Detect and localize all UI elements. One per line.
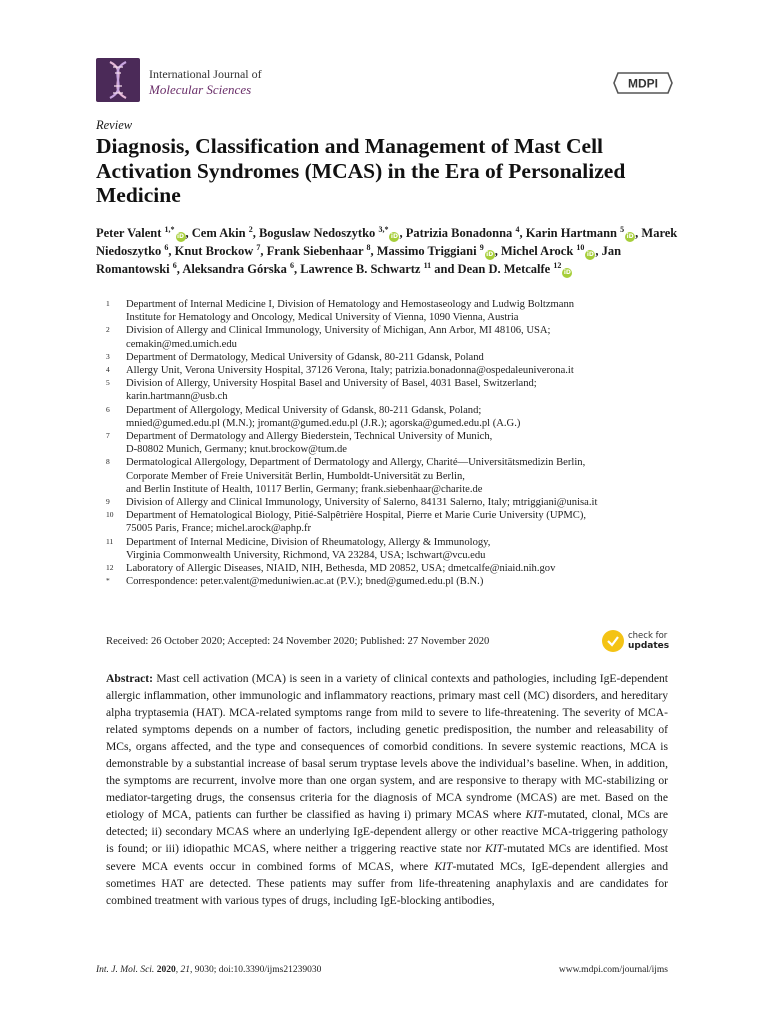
affiliation-text: Department of Allergology, Medical University of Gdansk, 80-211 Gdansk, Poland; mnied@gumed.edu.pl (M.N.); jromant@gumed.edu.pl (J.R.); agorska@gumed.edu.pl (A.G.) [126, 404, 521, 429]
mdpi-logo[interactable] [612, 71, 674, 95]
author-name[interactable]: Aleksandra Górska [182, 262, 290, 276]
abstract-text: Mast cell activation (MCA) is seen in a variety of clinical contexts and pathologies, including IgE-dependent allergic inflammation, other immunologic and inflammatory reactions, primary mast cell (MC) disorders, and hereditary alpha tryptasemia (HAT). MCA-related symptoms range from mild to severe to life-threatening. The severity of MCA-related symptoms depends on a number of factors, including genetic predisposition, the number and releasability of MCs, organs affected, and the type and consequences of comorbid conditions. In severe systemic reactions, MCA is demonstrable by a substantial increase of basal serum tryptase levels above the individual’s baseline. When, in addition, the symptoms are recurrent, involve more than one organ system, and are responsive to therapy with MC-stabilizing or mediator-targeting drugs, the consensus criteria for the diagnosis of MCA syndrome (MCAS) are met. Based on the etiology of MCA, patients can further be classified as having i) primary MCAS where KIT-mutated, clonal, MCs are detected; ii) secondary MCAS where an underlying IgE-dependent allergy or other reactive MCA-triggering pathology is found; or iii) idiopathic MCAS, where neither a triggering reactive state nor KIT-mutated MCs are identified. Most severe MCA events occur in combined forms of MCAS, where KIT-mutated MCs, IgE-dependent allergies and sometimes HAT are detected. These patients may suffer from life-threatening anaphylaxis and are candidates for combined treatment with various types of drugs, including IgE-blocking antibodies, [106, 672, 669, 907]
author-name[interactable]: Knut Brockow [174, 244, 257, 258]
affiliation-item [96, 404, 696, 430]
journal-name [149, 66, 262, 98]
affiliation-text: Division of Allergy and Clinical Immunology, University of Michigan, Ann Arbor, MI 48106, USA; cemakin@med.umich.edu [126, 325, 551, 350]
author-name[interactable]: Cem Akin [191, 226, 249, 240]
author-name[interactable]: Dean D. Metcalfe [457, 262, 554, 276]
author-name[interactable]: Michel Arock [500, 244, 577, 258]
footer-url[interactable]: www.mdpi.com/journal/ijms [558, 965, 668, 975]
orcid-icon[interactable]: iD [563, 269, 571, 276]
author-affiliation-sup: 4 [515, 224, 520, 234]
affiliation-number: 10 [106, 510, 114, 520]
orcid-icon[interactable]: iD [176, 233, 185, 240]
author-name[interactable]: Patrizia Bonadonna [405, 226, 516, 240]
check-updates-line2: updates [628, 641, 670, 651]
author-affiliation-sup: 8 [366, 242, 371, 252]
author-name[interactable]: Karin Hartmann [525, 226, 621, 240]
orcid-icon[interactable]: iD [486, 251, 494, 258]
affiliation-text: Department of Internal Medicine, Division of Rheumatology, Allergy & Immunology, Virginia Commonwealth University, Richmond, VA 23284, USA; lschwart@vcu.edu [126, 536, 491, 561]
author-name[interactable]: Jan Romantowski [96, 244, 622, 276]
orcid-icon[interactable]: iD [586, 251, 594, 258]
affiliation-item [96, 377, 696, 403]
author-affiliation-sup: 6 [172, 260, 177, 270]
affiliation-item [96, 351, 696, 364]
article-type: Review [96, 118, 133, 132]
author-affiliation-sup: 9 [479, 242, 484, 252]
check-for-updates-badge[interactable] [602, 628, 682, 658]
affiliation-item [96, 298, 696, 324]
affiliation-number: 7 [106, 431, 110, 441]
affiliation-number: 3 [106, 351, 110, 361]
publication-dates: Received: 26 October 2020; Accepted: 24 November 2020; Published: 27 November 2020 [106, 636, 490, 647]
author-name[interactable]: Boguslaw Nedoszytko [258, 226, 379, 240]
author-affiliation-sup: 1,* [164, 224, 175, 234]
affiliation-text: Division of Allergy, University Hospital Basel and University of Basel, 4031 Basel, Switzerland; karin.hartmann@usb.ch [126, 378, 537, 403]
affiliation-number: 11 [106, 536, 114, 546]
affiliation-text: Dermatological Allergology, Department of Dermatology and Allergy, Charité—Universitätsmedizin Berlin, Corporate Member of Freie Universität Berlin, Humboldt-Universität zu Berlin, and Berlin Institute of Health, 10117 Berlin, Germany; frank.siebenhaar@charite.de [126, 457, 586, 495]
affiliation-number: 2 [106, 325, 110, 335]
svg-text:MDPI: MDPI [628, 76, 658, 91]
abstract-label: Abstract: [106, 672, 154, 685]
affiliation-number: 1 [106, 299, 110, 308]
affiliation-number: 5 [106, 378, 110, 388]
author-name[interactable]: Marek Niedoszytko [96, 226, 678, 258]
journal-line2: Molecular Sciences [149, 82, 252, 97]
author-affiliation-sup: 10 [576, 242, 585, 252]
author-list: Peter Valent $^{1,*}$iD, Cem Akin $^2$, Boguslaw Nedoszytko $^{3,*}$iD, Patrizia Bonadonna $^4$, Karin Hartmann $^5$iD, Marek Niedoszytko $^6$, Knut Brockow $^7$, Frank Siebenhaar $^8$, Massimo Triggiani $^9$iD, Michel Arock $^{10}$iD, Jan Romantowski $^6$, Aleksandra Górska $^6$, Lawrence B. Schwartz $^{11}$ and Dean D. Metcalfe $^{12}$iD [96, 224, 678, 276]
affiliation-number: 12 [106, 563, 114, 573]
author-affiliation-sup: 7 [256, 242, 261, 252]
author-affiliation-sup: 2 [248, 224, 253, 234]
affiliation-text: Department of Hematological Biology, Pitié-Salpêtrière Hospital, Pierre et Marie Curie University (UPMC), 75005 Paris, France; michel.arock@aphp.fr [126, 510, 587, 535]
author-affiliation-sup: 11 [423, 260, 432, 270]
affiliation-number: * [106, 576, 110, 586]
orcid-icon[interactable]: iD [626, 233, 634, 240]
affiliation-item [96, 509, 696, 535]
author-affiliation-sup: 5 [620, 224, 625, 234]
affiliation-item [96, 430, 696, 456]
affiliation-text: Laboratory of Allergic Diseases, NIAID, NIH, Bethesda, MD 20852, USA; dmetcalfe@niaid.nih.gov [126, 563, 556, 575]
affiliation-text: Allergy Unit, Verona University Hospital, 37126 Verona, Italy; patrizia.bonadonna@ospedaleuniverona.it [126, 365, 574, 377]
affiliation-item [96, 496, 696, 509]
journal-line1: International Journal of [149, 67, 262, 81]
affiliation-list [96, 298, 696, 588]
author-name[interactable]: Frank Siebenhaar [266, 244, 367, 258]
check-updates-line1: check for [628, 631, 668, 641]
footer-citation: Int. J. Mol. Sci. 2020, 21, 9030; doi:10.3390/ijms21239030 [96, 965, 322, 975]
affiliation-item [96, 456, 696, 496]
abstract [106, 670, 668, 909]
author-name[interactable]: Massimo Triggiani [376, 244, 480, 258]
affiliation-number: 9 [106, 497, 110, 507]
affiliation-text: Department of Internal Medicine I, Division of Hematology and Hemostaseology and Ludwig Boltzmann Institute for Hematology and Oncology, Medical University of Vienna, 1090 Vienna, Austria [126, 299, 575, 324]
affiliation-item [96, 575, 696, 588]
affiliation-text: Department of Dermatology and Allergy Biederstein, Technical University of Munich, D-80802 Munich, Germany; knut.brockow@tum.de [126, 431, 493, 456]
affiliation-number: 4 [106, 365, 110, 375]
author-affiliation-sup: 3,* [378, 224, 389, 234]
affiliation-item [96, 562, 696, 575]
affiliation-number: 8 [106, 457, 110, 467]
affiliation-number: 6 [106, 404, 110, 414]
author-affiliation-sup: 6 [289, 260, 294, 270]
affiliation-text: Correspondence: peter.valent@meduniwien.ac.at (P.V.); bned@gumed.edu.pl (B.N.) [126, 576, 484, 588]
affiliation-item [96, 364, 696, 377]
author-name[interactable]: Peter Valent [96, 226, 165, 240]
affiliation-text: Division of Allergy and Clinical Immunology, University of Salerno, 84131 Salerno, Italy; mtriggiani@unisa.it [126, 497, 598, 509]
author-name[interactable]: Lawrence B. Schwartz [300, 262, 424, 276]
affiliation-item [96, 536, 696, 562]
author-affiliation-sup: 12 [553, 260, 562, 270]
article-title: Diagnosis, Classification and Management of Mast Cell Activation Syndromes (MCAS) in the Era of Personalized Medicine [96, 134, 626, 207]
author-affiliation-sup: 6 [164, 242, 169, 252]
dna-helix-icon [96, 58, 140, 102]
check-updates-icon [602, 630, 624, 652]
affiliation-text: Department of Dermatology, Medical University of Gdansk, 80-211 Gdansk, Poland [126, 351, 484, 363]
orcid-icon[interactable]: iD [390, 233, 398, 240]
affiliation-item [96, 324, 696, 350]
